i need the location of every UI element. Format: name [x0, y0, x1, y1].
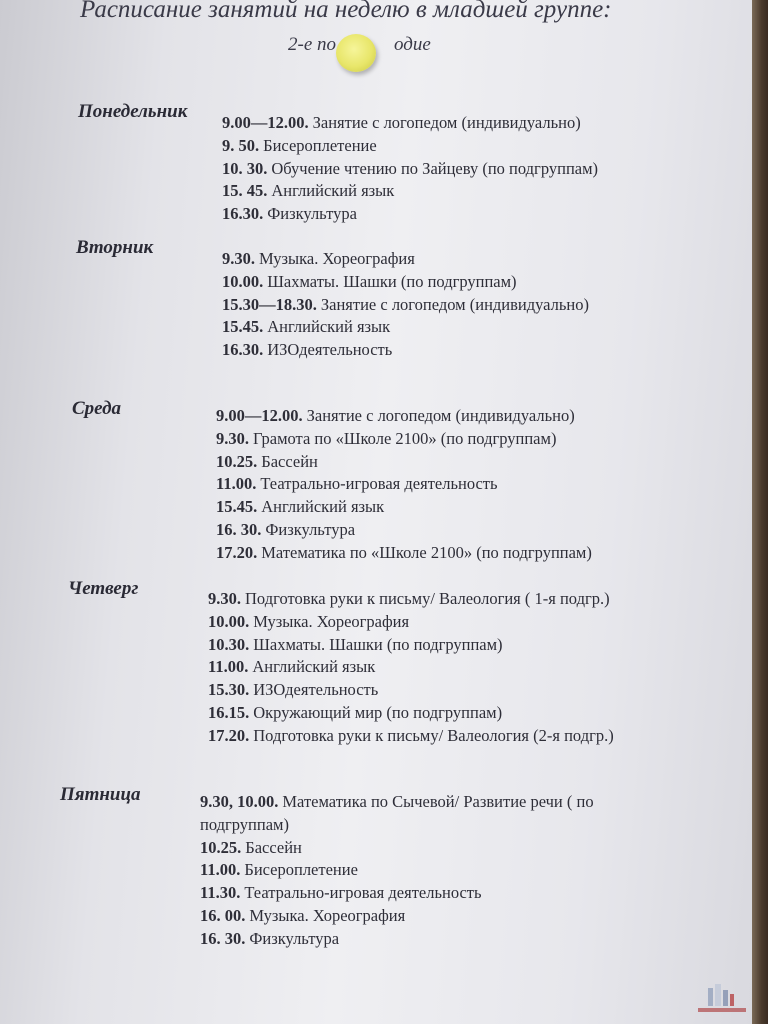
- list-item: [208, 725, 614, 748]
- item-text: ИЗОдеятельность: [267, 340, 393, 360]
- list-item: [200, 882, 594, 905]
- list-item: [208, 634, 614, 657]
- item-time: 17.20.: [216, 542, 258, 562]
- list-item: [216, 428, 592, 451]
- item-text: Подготовка руки к письму/ Валеология (2-я подгр.): [253, 725, 614, 745]
- item-text: Английский язык: [267, 317, 391, 337]
- item-time: 16.30.: [222, 204, 264, 224]
- list-item: [222, 135, 598, 158]
- item-time: 16. 00.: [200, 905, 246, 925]
- item-time: 10.00.: [222, 271, 264, 291]
- list-item: [216, 519, 592, 542]
- list-item: [200, 837, 594, 860]
- item-time: 15.45.: [222, 317, 264, 337]
- list-item: [216, 542, 592, 565]
- item-text: Окружающий мир (по подгруппам): [253, 702, 503, 722]
- day-friday: Пятница: [60, 784, 141, 805]
- list-item: [200, 791, 594, 814]
- item-time: 16. 30.: [216, 519, 262, 539]
- item-time: 16.30.: [222, 340, 264, 360]
- item-text: Шахматы. Шашки (по подгруппам): [253, 634, 503, 654]
- subtitle-right: одие: [394, 34, 431, 55]
- item-time: 11.00.: [208, 657, 249, 677]
- item-time: 15. 45.: [222, 181, 268, 201]
- list-item: [208, 588, 614, 611]
- item-time: 9.30.: [216, 428, 249, 448]
- list-item: [200, 859, 594, 882]
- list-item: [208, 611, 614, 634]
- list-item: [200, 905, 594, 928]
- list-item: [222, 271, 589, 294]
- list-item: [200, 814, 594, 837]
- item-text: Физкультура: [267, 204, 357, 224]
- list-item: [222, 180, 598, 203]
- item-time: 17.20.: [208, 725, 250, 745]
- list-item: [216, 496, 592, 519]
- item-text: ИЗОдеятельность: [253, 680, 379, 700]
- list-item: [222, 316, 589, 339]
- day-thursday: Четверг: [68, 578, 139, 599]
- item-time: 9.00—12.00.: [222, 113, 309, 132]
- item-text: Шахматы. Шашки (по подгруппам): [267, 271, 517, 291]
- list-item: [208, 656, 614, 679]
- item-time: 11.00.: [200, 860, 241, 880]
- item-text: Подготовка руки к письму/ Валеология ( 1-я подгр.): [245, 589, 610, 608]
- item-text: Театрально-игровая деятельность: [260, 474, 498, 494]
- day-thursday-list: [208, 588, 614, 748]
- watermark-logo-icon: [694, 980, 750, 1016]
- item-time: 10. 30.: [222, 158, 268, 178]
- item-text: Обучение чтению по Зайцеву (по подгруппам): [271, 158, 599, 178]
- day-tuesday: Вторник: [76, 237, 154, 258]
- list-item: [222, 248, 589, 271]
- subtitle-left: 2-е по: [288, 34, 337, 55]
- item-time: 15.30.: [208, 680, 250, 700]
- day-wednesday-list: [216, 405, 592, 565]
- list-item: [200, 928, 594, 951]
- day-monday: Понедельник: [78, 101, 188, 122]
- item-time: 9.30.: [222, 249, 255, 268]
- board-edge: [752, 0, 768, 1024]
- list-item: [222, 112, 598, 135]
- item-text: Английский язык: [252, 657, 376, 677]
- item-text: Бисероплетение: [263, 135, 377, 155]
- item-text: Английский язык: [261, 497, 385, 517]
- item-text: Математика по Сычевой/ Развитие речи ( по: [282, 792, 594, 811]
- list-item: [208, 679, 614, 702]
- item-text: Музыка. Хореография: [253, 611, 410, 631]
- day-friday-list: [200, 791, 594, 951]
- list-item: [222, 339, 589, 362]
- item-text: Английский язык: [271, 181, 395, 201]
- item-text: Музыка. Хореография: [249, 905, 406, 925]
- pushpin-icon: [336, 34, 376, 72]
- page-title: Расписание занятий на неделю в младшей группе:: [80, 0, 612, 23]
- item-text: Бисероплетение: [244, 860, 358, 880]
- item-time: 16.15.: [208, 702, 250, 722]
- item-time: 10.30.: [208, 634, 250, 654]
- item-text: подгруппам): [200, 814, 289, 834]
- item-time: 15.45.: [216, 497, 258, 517]
- item-time: 10.25.: [216, 451, 258, 471]
- item-time: 11.30.: [200, 883, 241, 903]
- item-text: Театрально-игровая деятельность: [244, 883, 482, 903]
- item-time: 10.25.: [200, 837, 242, 857]
- item-time: 9.00—12.00.: [216, 406, 303, 425]
- item-time: 16. 30.: [200, 928, 246, 948]
- item-text: Бассейн: [245, 837, 302, 857]
- item-text: Бассейн: [261, 451, 318, 471]
- list-item: [216, 473, 592, 496]
- item-text: Математика по «Школе 2100» (по подгруппам): [261, 542, 592, 562]
- day-wednesday: Среда: [72, 398, 122, 419]
- item-time: 9.30, 10.00.: [200, 792, 279, 811]
- item-text: Занятие с логопедом (индивидуально): [306, 406, 575, 425]
- list-item: [216, 405, 592, 428]
- day-tuesday-list: [222, 248, 589, 362]
- list-item: [208, 702, 614, 725]
- list-item: [222, 203, 598, 226]
- list-item: [216, 451, 592, 474]
- item-text: Физкультура: [265, 519, 356, 539]
- list-item: [222, 294, 589, 317]
- item-time: 9.30.: [208, 589, 241, 608]
- item-time: 15.30—18.30.: [222, 294, 317, 314]
- item-time: 10.00.: [208, 611, 250, 631]
- item-text: Физкультура: [249, 928, 340, 948]
- item-time: 11.00.: [216, 474, 257, 494]
- item-text: Музыка. Хореография: [259, 249, 415, 268]
- item-text: Занятие с логопедом (индивидуально): [320, 294, 589, 314]
- item-time: 9. 50.: [222, 135, 260, 155]
- day-monday-list: [222, 112, 598, 226]
- list-item: [222, 158, 598, 181]
- item-text: Занятие с логопедом (индивидуально): [312, 113, 581, 132]
- item-text: Грамота по «Школе 2100» (по подгруппам): [253, 428, 557, 448]
